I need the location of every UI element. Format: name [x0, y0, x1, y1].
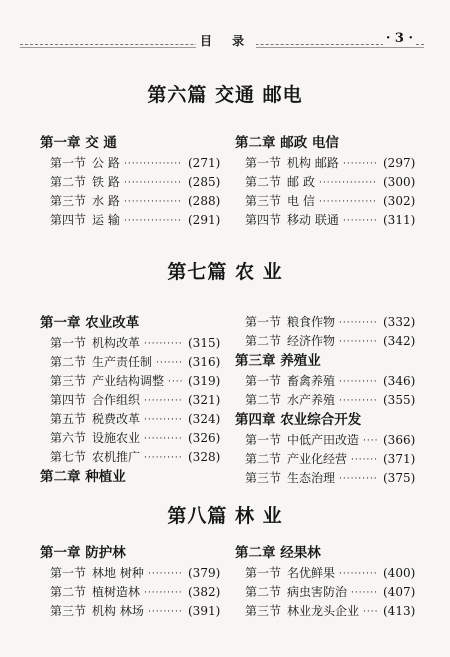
- page-ref: (291): [188, 213, 221, 227]
- page-ref: (346): [383, 374, 416, 388]
- page-ref: (324): [188, 412, 221, 426]
- toc-entry: [235, 192, 435, 211]
- toc-entry: [40, 564, 240, 583]
- section-number: 第一节: [245, 315, 282, 329]
- page-ref: (326): [188, 431, 221, 445]
- leader-dots: ··········: [339, 318, 378, 328]
- section-number: 第二节: [245, 585, 282, 599]
- page-ref: (379): [188, 566, 221, 580]
- chapter-heading: 第一章 防护林: [40, 545, 126, 561]
- toc-entry: [40, 372, 240, 391]
- toc-entry: [235, 211, 435, 230]
- toc-entry: [40, 429, 240, 448]
- page-ref: (342): [383, 334, 416, 348]
- section-number: 第三节: [245, 194, 282, 208]
- toc-entry: [235, 469, 435, 488]
- section-title: 水 路: [92, 194, 120, 208]
- page-ref: (400): [383, 566, 416, 580]
- section-title: 产业结构调整: [92, 374, 165, 388]
- leader-dots: ··········: [144, 434, 183, 444]
- toc-column-left: [40, 543, 240, 621]
- page-ref: (375): [383, 471, 416, 485]
- toc-entry: [235, 602, 435, 621]
- toc-entry: [235, 391, 435, 410]
- section-number: 第四节: [50, 213, 87, 227]
- chapter-heading: 第一章 农业改革: [40, 315, 140, 331]
- toc-entry: [235, 154, 435, 173]
- leader-dots: ·········: [148, 607, 183, 617]
- toc-entry: [235, 332, 435, 351]
- section-number: 第一节: [50, 156, 87, 170]
- section-number: 第四节: [50, 393, 87, 407]
- section-title: 林地 树种: [92, 566, 144, 580]
- section-title: 名优鲜果: [287, 566, 336, 580]
- page-ref: (285): [188, 175, 221, 189]
- leader-dots: ··········: [339, 569, 378, 579]
- section-title: 农机推广: [92, 450, 141, 464]
- leader-dots: ····: [363, 607, 379, 617]
- leader-dots: ···············: [319, 197, 377, 207]
- page-ref: (315): [188, 336, 221, 350]
- section-number: 第三节: [50, 194, 87, 208]
- leader-dots: ·······: [351, 455, 379, 465]
- section-number: 第一节: [245, 433, 282, 447]
- section-title: 公 路: [92, 156, 120, 170]
- section-title: 运 输: [92, 213, 120, 227]
- toc-entry: [40, 410, 240, 429]
- section-title: 林业龙头企业: [287, 604, 360, 618]
- section-number: 第一节: [245, 566, 282, 580]
- leader-dots: ·········: [148, 569, 183, 579]
- section-title: 电 信: [287, 194, 315, 208]
- toc-entry: [40, 583, 240, 602]
- section-title: 机构 邮路: [287, 156, 339, 170]
- page-ref: (311): [383, 213, 416, 227]
- leader-dots: ···············: [319, 178, 377, 188]
- toc-entry: [40, 334, 240, 353]
- section-title: 病虫害防治: [287, 585, 348, 599]
- leader-dots: ··········: [144, 588, 183, 598]
- section-number: 第三节: [245, 471, 282, 485]
- leader-dots: ··········: [144, 453, 183, 463]
- section-number: 第一节: [50, 336, 87, 350]
- page-ref: (366): [383, 433, 416, 447]
- section-title: 中低产田改造: [287, 433, 360, 447]
- toc-entry: [40, 192, 240, 211]
- section-number: 第二节: [50, 175, 87, 189]
- section-title: 铁 路: [92, 175, 120, 189]
- leader-dots: ···············: [124, 197, 182, 207]
- section-title: 设施农业: [92, 431, 141, 445]
- toc-entry: [235, 431, 435, 450]
- page-ref: (316): [188, 355, 221, 369]
- section-title: 机构 林场: [92, 604, 144, 618]
- section-number: 第二节: [245, 393, 282, 407]
- page-ref: (297): [383, 156, 416, 170]
- toc-column-right: [235, 133, 435, 230]
- chapter-heading: 第四章 农业综合开发: [235, 412, 362, 428]
- section-number: 第三节: [50, 374, 87, 388]
- page-ref: (332): [383, 315, 416, 329]
- leader-dots: ···············: [124, 178, 182, 188]
- page-header: [0, 0, 450, 50]
- section-number: 第三节: [50, 604, 87, 618]
- page-ref: (302): [383, 194, 416, 208]
- toc-entry: [40, 448, 240, 467]
- page-number: · 3 ·: [383, 31, 416, 46]
- page-ref: (328): [188, 450, 221, 464]
- toc-entry: [235, 583, 435, 602]
- leader-dots: ····: [363, 436, 379, 446]
- toc-entry: [40, 353, 240, 372]
- leader-dots: ···············: [124, 159, 182, 169]
- section-number: 第一节: [245, 374, 282, 388]
- chapter-heading: 第三章 养殖业: [235, 353, 321, 369]
- page-ref: (413): [383, 604, 416, 618]
- section-number: 第二节: [50, 355, 87, 369]
- page-ref: (355): [383, 393, 416, 407]
- page-ref: (288): [188, 194, 221, 208]
- section-number: 第六节: [50, 431, 87, 445]
- page-ref: (382): [188, 585, 221, 599]
- leader-dots: ·········: [343, 216, 378, 226]
- section-number: 第七节: [50, 450, 87, 464]
- section-title: 邮 政: [287, 175, 315, 189]
- section-title: 税费改革: [92, 412, 141, 426]
- section-title: 产业化经营: [287, 452, 348, 466]
- section-title: 生产责任制: [92, 355, 153, 369]
- chapter-heading: 第二章 种植业: [40, 469, 126, 485]
- section-number: 第二节: [245, 175, 282, 189]
- toc-column-right: [235, 313, 435, 488]
- chapter-heading: 第二章 经果林: [235, 545, 321, 561]
- toc-entry: [40, 154, 240, 173]
- page-ref: (321): [188, 393, 221, 407]
- section-number: 第三节: [245, 604, 282, 618]
- leader-dots: ····: [168, 377, 184, 387]
- part-title: 第八篇 林 业: [167, 505, 283, 527]
- toc-column-right: [235, 543, 435, 621]
- section-number: 第五节: [50, 412, 87, 426]
- section-title: 移动 联通: [287, 213, 339, 227]
- leader-dots: ··········: [144, 415, 183, 425]
- section-number: 第一节: [245, 156, 282, 170]
- page-ref: (371): [383, 452, 416, 466]
- toc-column-left: [40, 133, 240, 230]
- chapter-heading: 第一章 交 通: [40, 135, 117, 151]
- section-title: 经济作物: [287, 334, 336, 348]
- leader-dots: ··········: [339, 474, 378, 484]
- section-number: 第二节: [245, 334, 282, 348]
- section-title: 畜禽养殖: [287, 374, 336, 388]
- section-title: 植树造林: [92, 585, 141, 599]
- toc-entry: [235, 564, 435, 583]
- toc-entry: [40, 391, 240, 410]
- section-number: 第二节: [50, 585, 87, 599]
- toc-entry: [235, 450, 435, 469]
- toc-entry: [235, 313, 435, 332]
- page-ref: (300): [383, 175, 416, 189]
- leader-dots: ··········: [144, 396, 183, 406]
- section-title: 生态治理: [287, 471, 336, 485]
- chapter-heading: 第二章 邮政 电信: [235, 135, 339, 151]
- leader-dots: ··········: [339, 396, 378, 406]
- toc-entry: [235, 372, 435, 391]
- leader-dots: ·······: [351, 588, 379, 598]
- page-ref: (407): [383, 585, 416, 599]
- section-title: 粮食作物: [287, 315, 336, 329]
- toc-entry: [40, 173, 240, 192]
- leader-dots: ·········: [343, 159, 378, 169]
- toc-entry: [40, 602, 240, 621]
- section-title: 水产养殖: [287, 393, 336, 407]
- page-ref: (271): [188, 156, 221, 170]
- page-ref: (391): [188, 604, 221, 618]
- part-title: 第六篇 交通 邮电: [147, 84, 303, 106]
- page-ref: (319): [188, 374, 221, 388]
- leader-dots: ··········: [144, 339, 183, 349]
- header-title: 目 录: [196, 32, 256, 49]
- toc-entry: [40, 211, 240, 230]
- section-title: 机构改革: [92, 336, 141, 350]
- toc-entry: [235, 173, 435, 192]
- section-number: 第二节: [245, 452, 282, 466]
- toc-column-left: [40, 313, 240, 488]
- leader-dots: ·······: [156, 358, 184, 368]
- part-title: 第七篇 农 业: [167, 261, 283, 283]
- section-number: 第一节: [50, 566, 87, 580]
- leader-dots: ···············: [124, 216, 182, 226]
- section-number: 第四节: [245, 213, 282, 227]
- leader-dots: ··········: [339, 377, 378, 387]
- leader-dots: ··········: [339, 337, 378, 347]
- section-title: 合作组织: [92, 393, 141, 407]
